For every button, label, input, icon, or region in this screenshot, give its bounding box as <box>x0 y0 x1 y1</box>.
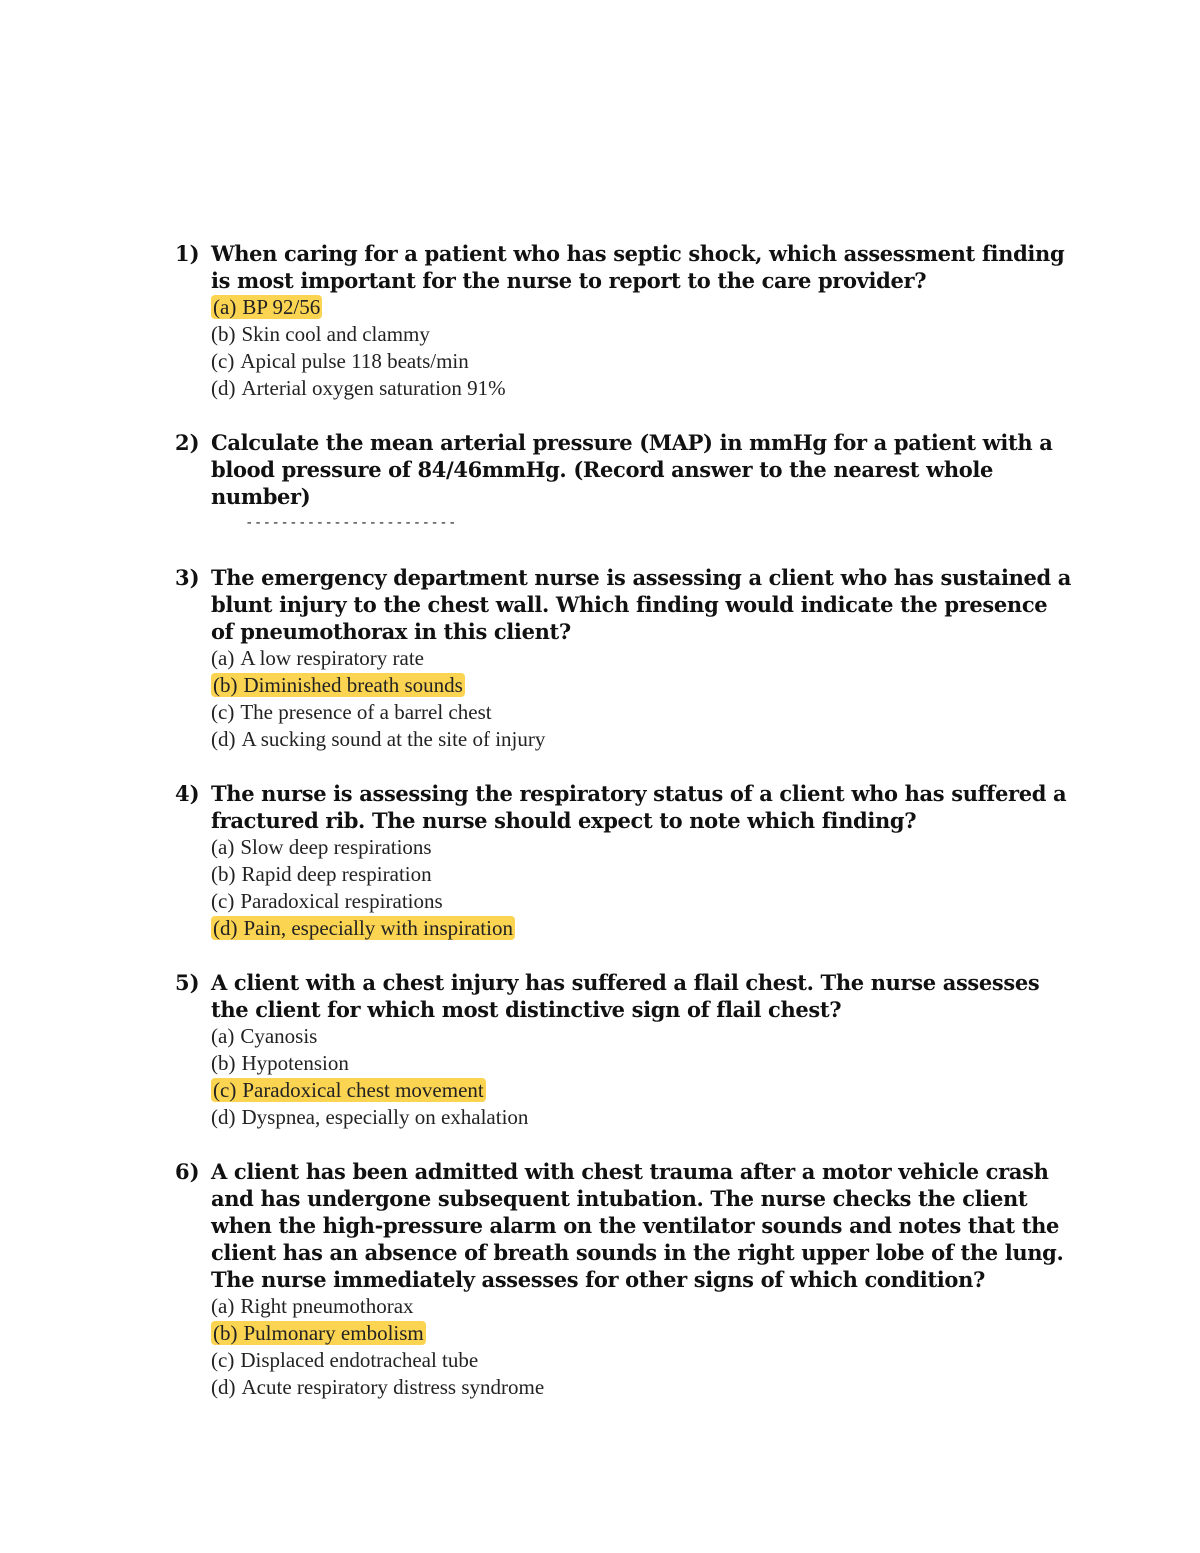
option-letter: (b) <box>213 673 238 697</box>
option-text: Pulmonary embolism <box>243 1321 424 1345</box>
option-letter: (a) <box>211 646 235 670</box>
question-3 <box>175 564 1075 753</box>
question-2 <box>175 429 1075 537</box>
question-number: 2) <box>175 430 200 455</box>
option-d <box>211 1104 1075 1131</box>
question-number: 1) <box>175 241 200 266</box>
option-letter: (a) <box>211 1024 235 1048</box>
question-5 <box>175 969 1075 1131</box>
option-text: Displaced endotracheal tube <box>240 1348 479 1372</box>
option-letter: (c) <box>211 889 235 913</box>
question-list <box>175 240 1075 1428</box>
option-text: Skin cool and clammy <box>241 322 430 346</box>
question-1 <box>175 240 1075 402</box>
option-letter: (d) <box>211 1105 236 1129</box>
option-text: Right pneumothorax <box>240 1294 414 1318</box>
option-c <box>211 699 1075 726</box>
question-text: A client has been admitted with chest trauma after a motor vehicle crash and has undergone subsequent intubation. The nurse checks the client when the high-pressure alarm on the ventilator sounds and notes that the client has an absence of breath sounds in the right upper lobe of the lung. The nurse immediately assesses for other signs of which condition? <box>211 1159 1064 1292</box>
question-6 <box>175 1158 1075 1401</box>
question-number: 6) <box>175 1159 200 1184</box>
question-number: 4) <box>175 781 200 806</box>
option-c <box>211 1347 1075 1374</box>
option-b <box>211 1050 1075 1077</box>
answer-blank: ------------------------ <box>245 515 457 531</box>
option-letter: (a) <box>213 295 237 319</box>
option-text: Acute respiratory distress syndrome <box>241 1375 545 1399</box>
option-text: Pain, especially with inspiration <box>243 916 513 940</box>
option-text: Hypotension <box>241 1051 349 1075</box>
question-text: Calculate the mean arterial pressure (MAP) in mmHg for a patient with a blood pressure of 84/46mmHg. (Record answer to the nearest whole number) <box>211 430 1053 509</box>
question-text: A client with a chest injury has suffered a flail chest. The nurse assesses the client for which most distinctive sign of flail chest? <box>211 970 1040 1022</box>
question-number: 3) <box>175 565 200 590</box>
option-text: Slow deep respirations <box>240 835 432 859</box>
option-b <box>211 1320 1075 1347</box>
question-text: The emergency department nurse is assessing a client who has sustained a blunt injury to the chest wall. Which finding would indicate the presence of pneumothorax in this client? <box>211 565 1072 644</box>
option-letter: (d) <box>213 916 238 940</box>
option-c <box>211 888 1075 915</box>
option-letter: (b) <box>211 322 236 346</box>
option-letter: (c) <box>211 1348 235 1372</box>
question-text: When caring for a patient who has septic shock, which assessment finding is most important for the nurse to report to the care provider? <box>211 241 1065 293</box>
option-a <box>211 1023 1075 1050</box>
option-a <box>211 645 1075 672</box>
option-text: Apical pulse 118 beats/min <box>240 349 469 373</box>
answer-options <box>211 294 1075 402</box>
option-letter: (b) <box>211 862 236 886</box>
option-letter: (b) <box>211 1051 236 1075</box>
option-text: BP 92/56 <box>242 295 321 319</box>
option-d <box>211 915 1075 942</box>
option-c <box>211 1077 1075 1104</box>
option-letter: (b) <box>213 1321 238 1345</box>
option-text: Paradoxical chest movement <box>242 1078 484 1102</box>
option-letter: (d) <box>211 727 236 751</box>
question-4 <box>175 780 1075 942</box>
option-d <box>211 375 1075 402</box>
option-text: Rapid deep respiration <box>241 862 432 886</box>
answer-options <box>211 1293 1075 1401</box>
question-text: The nurse is assessing the respiratory status of a client who has suffered a fractured rib. The nurse should expect to note which finding? <box>211 781 1067 833</box>
option-b <box>211 321 1075 348</box>
highlighted-answer <box>211 673 465 697</box>
option-text: Cyanosis <box>240 1024 318 1048</box>
option-d <box>211 1374 1075 1401</box>
option-letter: (d) <box>211 1375 236 1399</box>
option-letter: (a) <box>211 835 235 859</box>
option-a <box>211 1293 1075 1320</box>
highlighted-answer <box>211 295 322 319</box>
highlighted-answer <box>211 916 515 940</box>
option-text: Paradoxical respirations <box>240 889 443 913</box>
option-letter: (d) <box>211 376 236 400</box>
answer-options <box>211 645 1075 753</box>
option-letter: (c) <box>213 1078 237 1102</box>
option-text: Diminished breath sounds <box>243 673 463 697</box>
option-text: Dyspnea, especially on exhalation <box>241 1105 529 1129</box>
option-letter: (c) <box>211 349 235 373</box>
option-b <box>211 861 1075 888</box>
answer-options <box>211 834 1075 942</box>
option-text: A low respiratory rate <box>240 646 425 670</box>
option-a <box>211 294 1075 321</box>
highlighted-answer <box>211 1321 426 1345</box>
highlighted-answer <box>211 1078 486 1102</box>
option-c <box>211 348 1075 375</box>
answer-options <box>211 1023 1075 1131</box>
option-text: The presence of a barrel chest <box>240 700 492 724</box>
question-number: 5) <box>175 970 200 995</box>
option-text: Arterial oxygen saturation 91% <box>241 376 506 400</box>
option-b <box>211 672 1075 699</box>
option-letter: (a) <box>211 1294 235 1318</box>
option-d <box>211 726 1075 753</box>
option-text: A sucking sound at the site of injury <box>241 727 546 751</box>
option-letter: (c) <box>211 700 235 724</box>
option-a <box>211 834 1075 861</box>
